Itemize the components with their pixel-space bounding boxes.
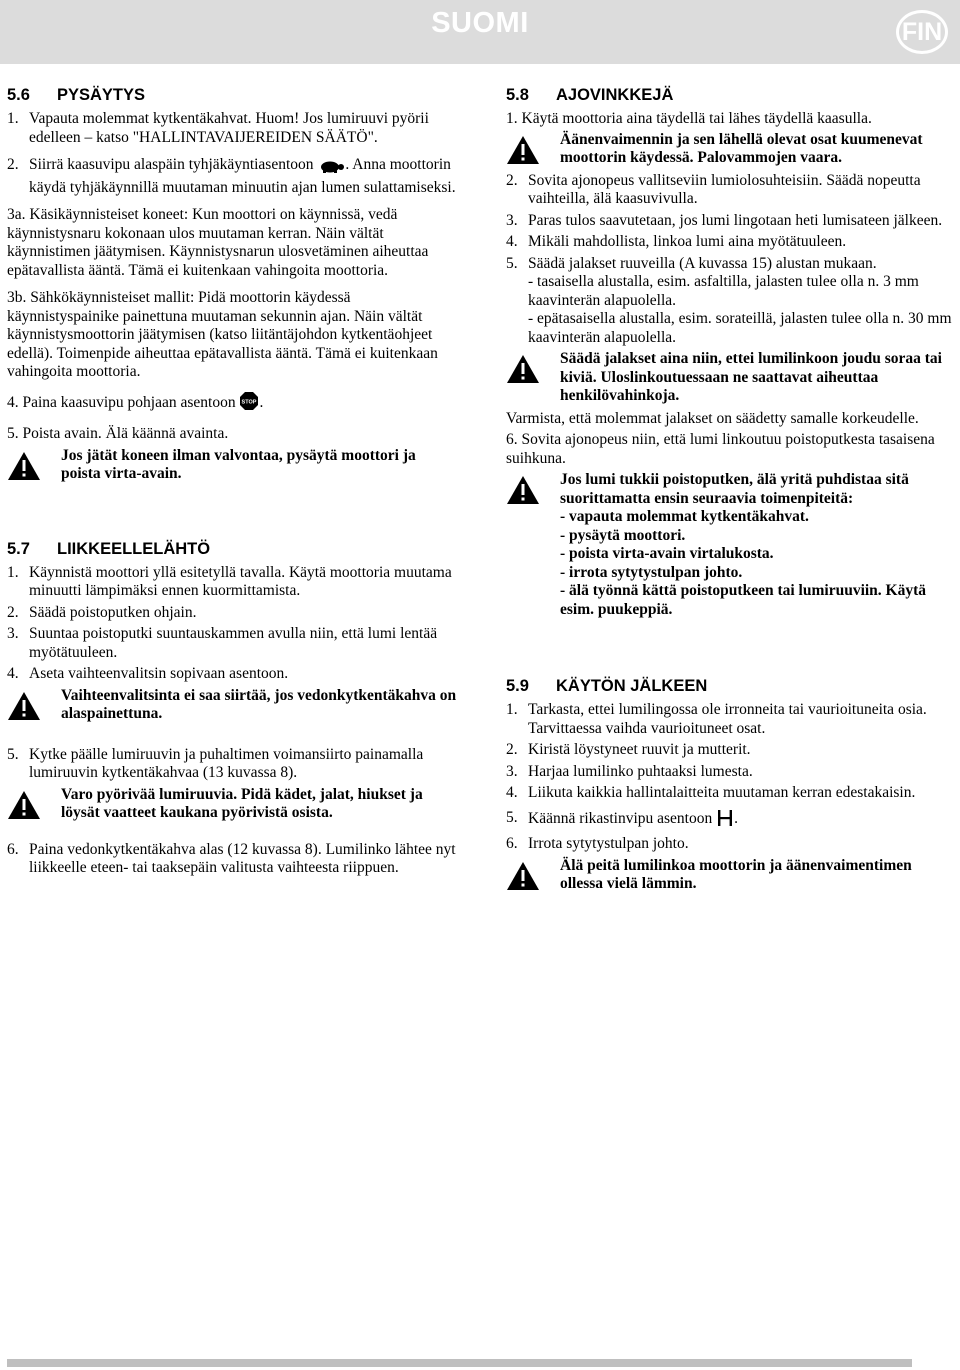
- list-item: 2. Kiristä löystyneet ruuvit ja mutterit.: [506, 741, 751, 758]
- warning-block: Jos jätät koneen ilman valvontaa, pysäytä moottori ja poista virta-avain.: [7, 447, 457, 484]
- warning-block: Jos lumi tukkii poistoputken, älä yritä puhdistaa sitä suorittamatta ensin seuraavia toimenpiteitä: - vapauta molemmat kytkentäkahvat. - pysäytä moottori. - poista virta-avain virtalukosta. - irrota sytytystulpan johto. - älä työnnä kättä poistoputkeen tai lumiruuviin. Käytä esim. puukeppiä.: [506, 471, 954, 619]
- warning-icon: [7, 447, 61, 481]
- svg-text:STOP: STOP: [242, 399, 257, 405]
- paragraph: 3b. Sähkökäynnisteiset mallit: Pidä moottorin käydessä käynnistyspainike painettuna muutaman sekunnin ajan. Näin vältät käynnistysmoottorin jäätymisen (katso liitäntäjohdon kytkentäohjeet edellä). Toimenpide aiheuttaa epätavallista ääntä. Tämä ei kuitenkaan vahingoita moottoria.: [7, 289, 438, 380]
- page-header: [0, 0, 960, 64]
- list-item: 5. Säädä jalakset ruuveilla (A kuvassa 15) alustan mukaan. - tasaisella alustalla, esim. asfaltilla, jalasten tulee olla n. 3 mm kaavinterän alapuolella. - epätasaisella alustalla, esim. sorateillä, jalasten tulee olla n. 30 mm kaavinterän alapuolella.: [506, 254, 952, 346]
- paragraph: Varmista, että molemmat jalakset on säädetty samalle korkeudelle.: [506, 409, 919, 427]
- warning-icon: [7, 687, 61, 721]
- warning-block: Varo pyörivää lumiruuvia. Pidä kädet, jalat, hiukset ja löysät vaatteet kaukana pyörivistä osista.: [7, 786, 457, 823]
- warning-icon: [506, 471, 560, 505]
- list-item: 2. Siirrä kaasuvipu alaspäin tyhjäkäyntiasentoon . Anna moottorin käydä tyhjäkäynnillä muutaman minuutin ajan lumen sulattamiseksi.: [7, 156, 456, 196]
- warning-block: Äänenvaimennin ja sen lähellä olevat osat kuumenevat moottorin käydessä. Palovammojen vaara.: [506, 131, 954, 168]
- paragraph: 6. Sovita ajonopeus niin, että lumi linkoutuu poistoputkesta tasaisena suihkuna.: [506, 431, 935, 467]
- list-item: 1. Käynnistä moottori yllä esitetyllä tavalla. Käytä moottoria muutama minuutti lämpimäksi ennen kuormittamista.: [7, 563, 452, 599]
- footer-bar: [7, 1359, 912, 1367]
- warning-icon: [506, 857, 560, 891]
- right-column: [506, 84, 954, 898]
- warning-block: Säädä jalakset aina niin, ettei lumilinkoon joudu soraa tai kiviä. Uloslinkoutuessaan ne saattavat aiheuttaa henkilövahinkoja.: [506, 350, 954, 406]
- section-heading-5-6: 5.6 PYSÄYTYS: [7, 86, 146, 104]
- list-item: 5. Poista avain. Älä käännä avainta.: [7, 425, 229, 442]
- list-item: 5. Kytke päälle lumiruuvin ja puhaltimen voimansiirto painamalla lumiruuvin kytkentäkahvaa (13 kuvassa 8).: [7, 745, 424, 781]
- list-item: 4. Paina kaasuvipu pohjaan asentoon STOP .: [7, 391, 457, 417]
- warning-icon: [506, 131, 560, 165]
- page-title: SUOMI: [431, 7, 529, 39]
- paragraph: 3a. Käsikäynnisteiset koneet: Kun moottori on käynnissä, vedä käynnistysnaru kokonaan ulos muutaman kerran. Näin vältät käynnistimen jäätymisen. Käynnistysnarun ulosvetäminen aiheuttaa epätavallista ääntä. Tämä ei kuitenkaan vahingoita moottoria.: [7, 206, 429, 279]
- left-column: [7, 84, 457, 881]
- list-item: 1. Vapauta molemmat kytkentäkahvat. Huom! Jos lumiruuvi pyörii edelleen – katso "HALLINTAVAIJEREIDEN SÄÄTÖ".: [7, 110, 429, 146]
- warning-icon: [7, 786, 61, 820]
- list-item: 4. Aseta vaihteenvalitsin sopivaan asentoon.: [7, 665, 289, 682]
- list-item: 1. Käytä moottoria aina täydellä tai lähes täydellä kaasulla.: [506, 110, 872, 127]
- warning-icon: [506, 350, 560, 384]
- section-heading-5-8: 5.8 AJOVINKKEJÄ: [506, 86, 674, 104]
- section-heading-5-9: 5.9 KÄYTÖN JÄLKEEN: [506, 677, 708, 695]
- list-item: 1. Tarkasta, ettei lumilingossa ole irronneita tai vaurioituneita osia. Tarvittaessa vaihda vaurioituneet osat.: [506, 701, 927, 737]
- list-item: 2. Säädä poistoputken ohjain.: [7, 603, 197, 621]
- list-item: 3. Suuntaa poistoputki suuntauskammen avulla niin, että lumi lentää myötätuuleen.: [7, 625, 438, 661]
- stop-icon: [239, 391, 259, 417]
- choke-icon: [716, 809, 734, 833]
- warning-block: Älä peitä lumilinkoa moottorin ja äänenvaimentimen ollessa vielä lämmin.: [506, 857, 954, 894]
- list-item: 4. Liikuta kaikkia hallintalaitteita muutaman kerran edestakaisin.: [506, 784, 916, 801]
- list-item: 2. Sovita ajonopeus vallitseviin lumiolosuhteisiin. Säädä nopeutta vaihteilla, älä kaasuvivulla.: [506, 171, 921, 207]
- warning-block: Vaihteenvalitsinta ei saa siirtää, jos vedonkytkentäkahva on alaspainettuna.: [7, 687, 457, 724]
- list-item: 3. Paras tulos saavutetaan, jos lumi lingotaan heti lumisateen jälkeen.: [506, 211, 943, 229]
- section-heading-5-7: 5.7 LIIKKEELLELÄHTÖ: [7, 539, 211, 558]
- language-badge: FIN: [896, 10, 948, 54]
- list-item: 5. Käännä rikastinvipu asentoon .: [506, 809, 954, 833]
- list-item: 6. Irrota sytytystulpan johto.: [506, 835, 689, 852]
- list-item: 3. Harjaa lumilinko puhtaaksi lumesta.: [506, 762, 753, 780]
- turtle-icon: [317, 159, 345, 179]
- list-item: 6. Paina vedonkytkentäkahva alas (12 kuvassa 8). Lumilinko lähtee nyt liikkeelle eteen- tai taaksepäin valitusta vaihteesta riippuen.: [7, 840, 456, 876]
- list-item: 4. Mikäli mahdollista, linkoa lumi aina myötätuuleen.: [506, 233, 847, 250]
